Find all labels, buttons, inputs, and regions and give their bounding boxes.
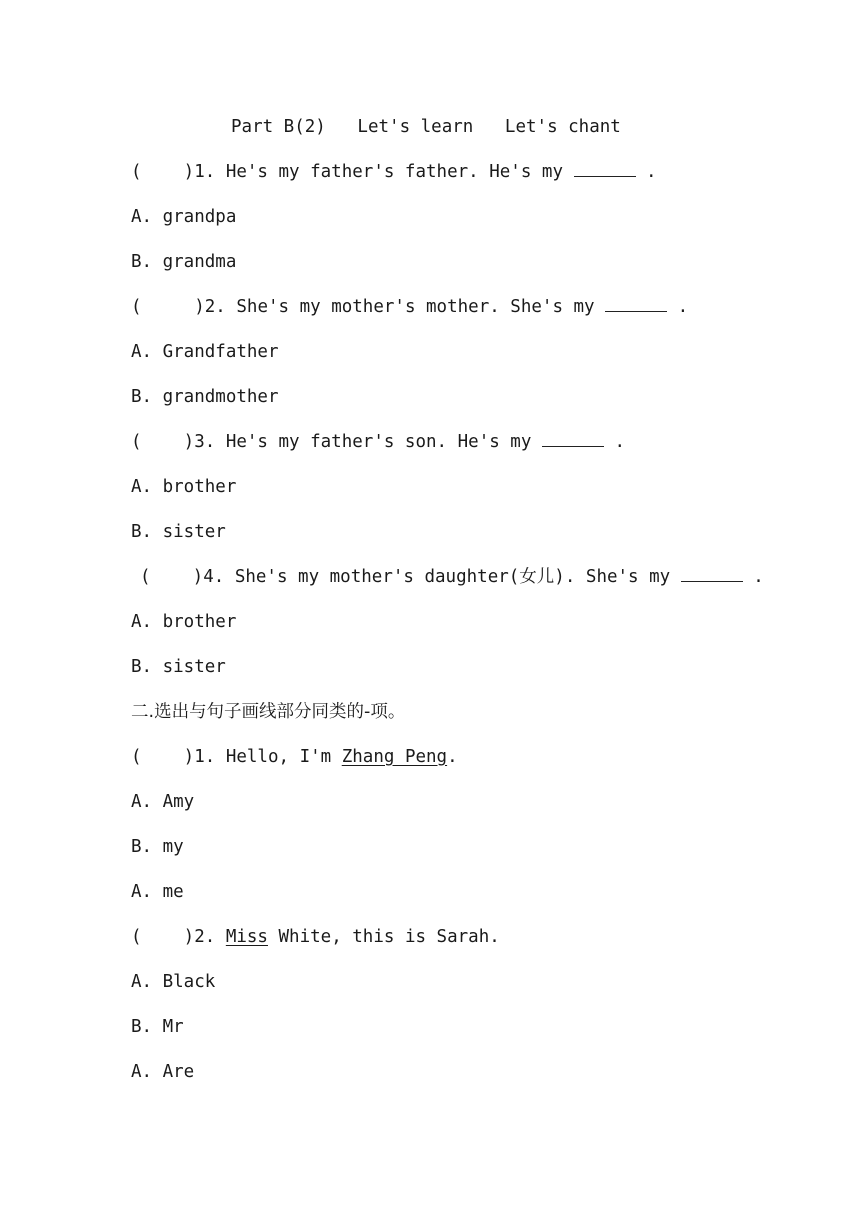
answer-paren: ( ) [140, 567, 204, 587]
answer-blank [574, 162, 636, 177]
section-2-question-2: ( )2. Miss White, this is Sarah. [131, 927, 500, 947]
option-a: A. brother [131, 612, 237, 632]
answer-paren: ( ) [131, 432, 195, 452]
option-a: A. Black [131, 972, 216, 992]
option-a: A. Grandfather [131, 342, 279, 362]
answer-blank [605, 297, 667, 312]
answer-paren: ( ) [131, 747, 195, 767]
option-c: A. Are [131, 1062, 195, 1082]
question-3: ( )3. He's my father's son. He's my . [131, 432, 625, 452]
page-title: Part B(2) Let's learn Let's chant [231, 117, 621, 137]
answer-blank [681, 567, 743, 582]
option-a: A. brother [131, 477, 237, 497]
option-b: B. sister [131, 657, 226, 677]
section-2-question-1: ( )1. Hello, I'm Zhang Peng. [131, 747, 458, 767]
option-b: B. grandmother [131, 387, 279, 407]
question-text: 1. He's my father's father. He's my [194, 162, 574, 182]
question-text: 4. She's my mother's daughter(女儿). She's my [203, 567, 681, 587]
option-b: B. grandma [131, 252, 237, 272]
answer-paren: ( ) [131, 162, 195, 182]
option-b: B. sister [131, 522, 226, 542]
underlined-word: Miss [225, 927, 268, 947]
question-2: ( )2. She's my mother's mother. She's my . [131, 297, 689, 317]
option-b: B. Mr [131, 1017, 184, 1037]
option-b: B. my [131, 837, 184, 857]
question-text: 2. She's my mother's mother. She's my [204, 297, 606, 317]
option-a: A. grandpa [131, 207, 237, 227]
section-2-title: 二.选出与句子画线部分同类的-项。 [131, 702, 406, 722]
option-c: A. me [131, 882, 184, 902]
question-text: 3. He's my father's son. He's my [194, 432, 542, 452]
answer-blank [542, 432, 604, 447]
underlined-word: Zhang Peng [341, 747, 448, 767]
answer-paren: ( ) [131, 927, 195, 947]
question-4: ( )4. She's my mother's daughter(女儿). She's my . [140, 567, 764, 587]
option-a: A. Amy [131, 792, 195, 812]
question-1: ( )1. He's my father's father. He's my . [131, 162, 657, 182]
answer-paren: ( ) [131, 297, 205, 317]
